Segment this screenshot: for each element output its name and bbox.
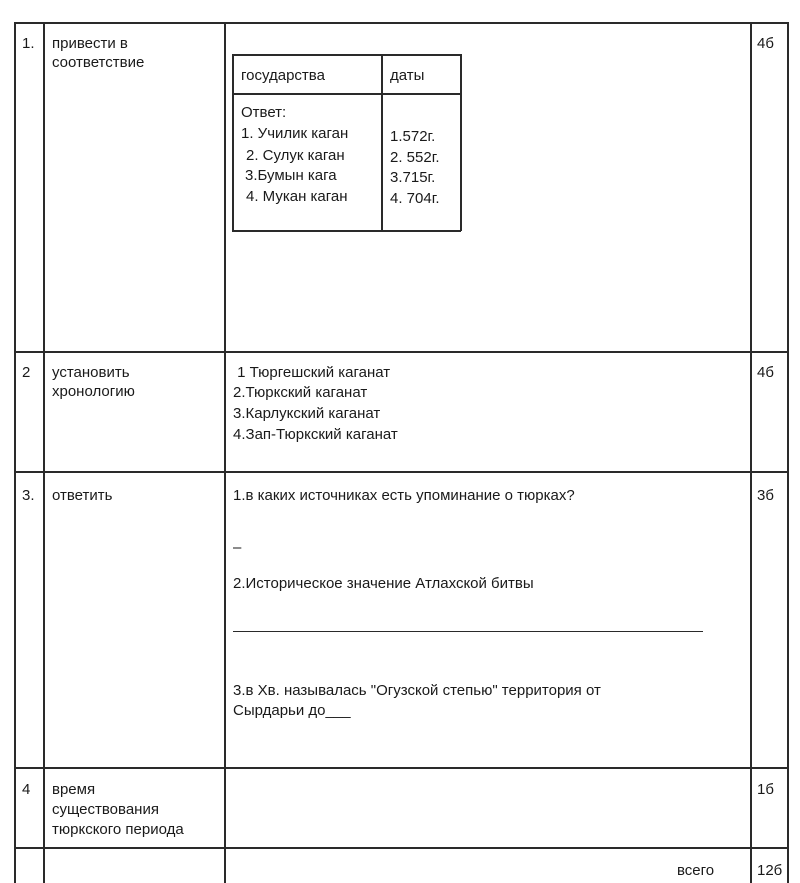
table-border-left: [14, 22, 16, 883]
row-divider-3: [14, 767, 788, 769]
date-item: 2. 552г.: [390, 149, 440, 166]
question-3-line2: Сырдарьи до___: [233, 702, 351, 719]
col-divider-points: [750, 22, 752, 883]
answer-line: [233, 631, 703, 632]
answer-label: Ответ:: [241, 104, 287, 121]
chronology-item: 3.Карлукский каганат: [233, 405, 381, 422]
task-label-line1: установить: [52, 364, 130, 381]
chronology-item: 2.Тюркский каганат: [233, 384, 368, 401]
task-label-line1: привести в: [52, 35, 128, 52]
points-value: 3б: [757, 487, 774, 504]
col-divider-task: [224, 22, 226, 883]
chronology-item: 4.Зап-Тюркский каганат: [233, 426, 398, 443]
points-value: 4б: [757, 35, 774, 52]
task-label-line1: ответить: [52, 487, 113, 504]
task-label-line2: соответствие: [52, 54, 145, 71]
row-divider-2: [14, 471, 788, 473]
date-item: 4. 704г.: [390, 190, 440, 207]
col-divider-num: [43, 22, 45, 883]
task-label-line1: время: [52, 781, 96, 798]
chronology-item: 1 Тюргешский каганат: [233, 364, 391, 381]
row-divider-4: [14, 847, 788, 849]
answer-dash: –: [233, 539, 242, 556]
state-item: 3.Бумын кага: [245, 167, 337, 184]
row-number: 2: [22, 364, 31, 381]
total-points: 12б: [757, 862, 783, 879]
date-item: 3.715г.: [390, 169, 436, 186]
row-number: 1.: [22, 35, 35, 52]
task-label-line2: хронологию: [52, 383, 135, 400]
question-3-line1: 3.в Хв. называлась "Огузской степью" территория от: [233, 682, 601, 699]
column-header-states: государства: [241, 67, 325, 84]
points-value: 1б: [757, 781, 774, 798]
row-divider-1: [14, 351, 788, 353]
points-value: 4б: [757, 364, 774, 381]
column-header-dates: даты: [390, 67, 425, 84]
table-border-top: [14, 22, 788, 24]
task-label-line3: тюркского периода: [52, 821, 184, 838]
question-2: 2.Историческое значение Атлахской битвы: [233, 575, 534, 592]
state-item: 4. Мукан каган: [246, 188, 348, 205]
date-item: 1.572г.: [390, 128, 436, 145]
table-border-right: [787, 22, 789, 883]
state-item: 1. Училик каган: [241, 125, 349, 142]
question-1: 1.в каких источниках есть упоминание о тюрках?: [233, 487, 575, 504]
task-label-line2: существования: [52, 801, 159, 818]
total-label: всего: [677, 862, 715, 879]
state-item: 2. Сулук каган: [246, 147, 345, 164]
row-number: 4: [22, 781, 31, 798]
row-number: 3.: [22, 487, 35, 504]
